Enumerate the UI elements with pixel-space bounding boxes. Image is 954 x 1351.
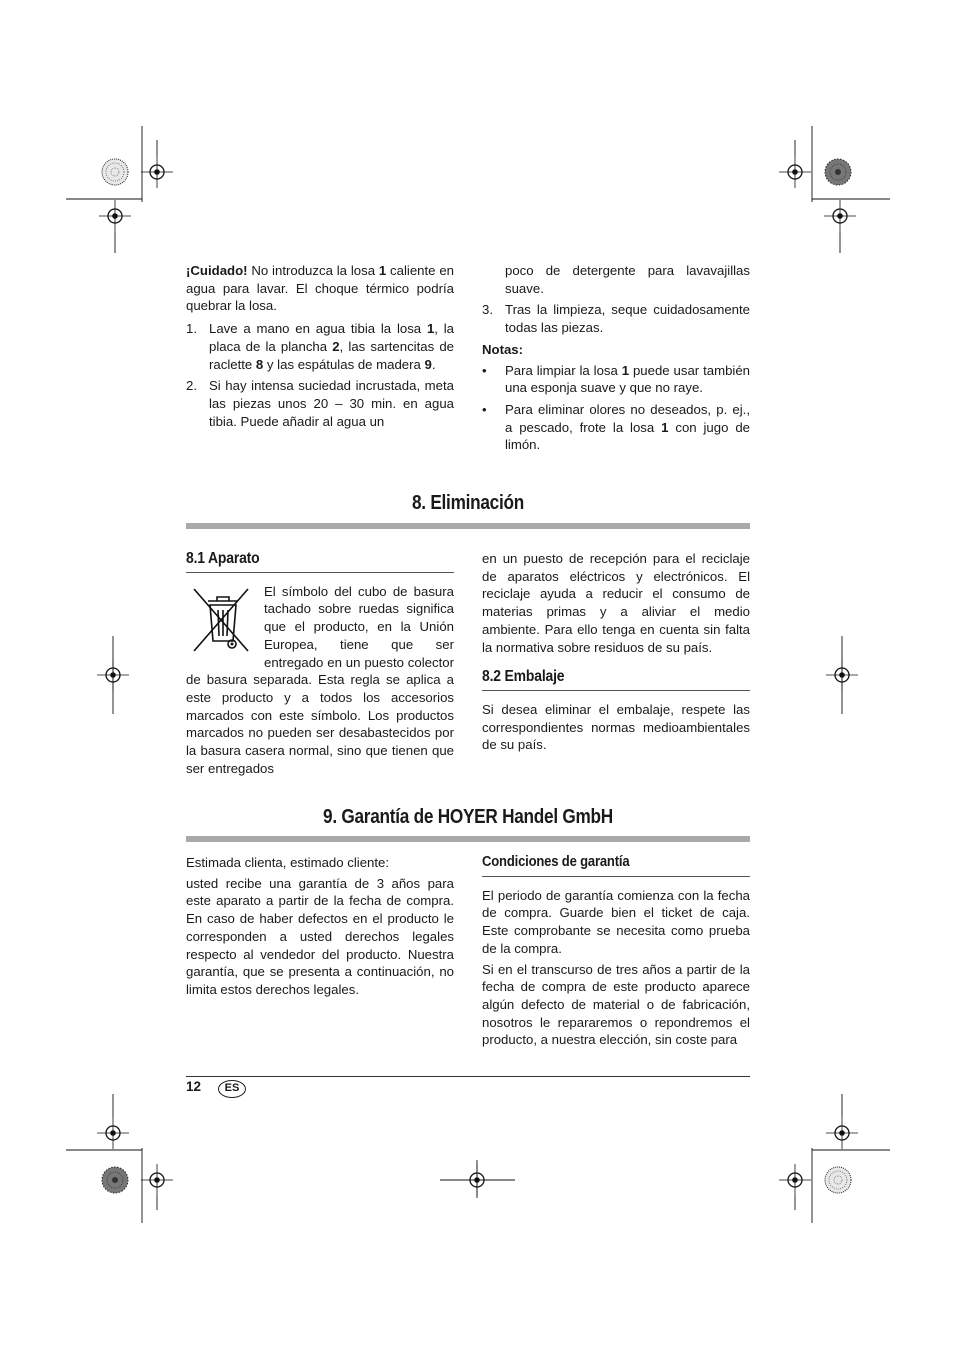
list-item: • Para limpiar la losa 1 puede usar también una esponja suave y que no raye. — [482, 362, 751, 396]
subsection-8-1-text: El símbolo del cubo de basura tachado sobre ruedas significa que el producto, en la Unión Europea, tiene que ser entregado en un puesto colector de basura separada. Esta regla se aplica a este producto y a todos los accesorios marcados con este símbolo. Los productos marcados no pueden ser desabastecidos por la basura casera normal, sino que tienen que ser entregados — [186, 583, 454, 776]
footer-rule — [186, 1076, 750, 1077]
subsection-8-1-continuation: en un puesto de recepción para el reciclaje de aparatos eléctricos y electrónicos. El reciclaje ayuda a reducir el consumo de materias primas y a aliviar el medio ambiente. Para ello tenga en cuenta sin falta la normativa sobre residuos de su país. — [482, 551, 750, 655]
section-9-right-column — [482, 854, 750, 1052]
section-8-title: 8. Eliminación — [411, 492, 525, 514]
cleaning-steps-cont — [482, 301, 750, 336]
conditions-paragraph-2: Si en el transcurso de tres años a partir de la fecha de compra de este producto aparece algún defecto de material o de fabricación, nosotros le repararemos o repondremos el producto, a nuestra elección, sin coste para — [482, 961, 750, 1048]
cleaning-steps — [186, 320, 454, 430]
notes-label: Notas: — [482, 341, 524, 357]
conditions-header — [482, 854, 750, 877]
subsection-8-2-header — [482, 668, 750, 691]
list-item: 1. Lave a mano en agua tibia la losa 1, la placa de la plancha 2, las sartencitas de raclette 8 y las espátulas de madera 9. — [186, 321, 455, 372]
warning-paragraph: ¡Cuidado! No introduzca la losa 1 caliente en agua para lavar. El choque térmico podría quebrar la losa. — [186, 263, 454, 314]
section-8-rule — [186, 523, 750, 529]
cleaning-left-column — [186, 262, 454, 434]
subsection-8-2-text: Si desea eliminar el embalaje, respete las correspondientes normas medioambientales de su país. — [482, 701, 750, 753]
warranty-intro: usted recibe una garantía de 3 años para este aparato a partir de la fecha de compra. En caso de haber defectos en el producto le corresponden a usted derechos legales respecto al vendedor del producto. Nuestra garantía, que se presenta a continuación, no limita estos derechos legales. — [186, 875, 454, 997]
language-badge: ES — [218, 1080, 246, 1098]
notes-list — [482, 362, 750, 455]
section-9-rule — [186, 836, 750, 842]
crossed-out-bin-icon — [186, 583, 258, 657]
list-item: 3. Tras la limpieza, seque cuidadosamente todas las piezas. — [482, 302, 750, 336]
greeting: Estimada clienta, estimado cliente: — [186, 855, 390, 870]
step2-continuation: poco de detergente para lavavajillas suave. — [505, 263, 750, 296]
section-9-title: 9. Garantía de HOYER Handel GmbH — [323, 806, 613, 828]
section-9-left-column — [186, 854, 454, 1002]
subsection-8-2-title: 8.2 Embalaje — [482, 668, 565, 686]
conditions-paragraph-1: El periodo de garantía comienza con la fecha de compra. Guarde bien el ticket de caja. Este comprobante se necesita como prueba de la compra. — [482, 887, 750, 956]
section-8-left-column — [186, 550, 454, 780]
page-number: 12 — [186, 1079, 202, 1094]
section-8-right-column — [482, 550, 750, 757]
list-item: 2. Si hay intensa suciedad incrustada, meta las piezas unos 20 – 30 min. en agua tibia. Puede añadir al agua un — [186, 378, 454, 429]
subsection-8-1-header — [186, 550, 454, 573]
list-item: • Para eliminar olores no deseados, p. ej., a pescado, frote la losa 1 con jugo de limón. — [482, 401, 750, 453]
cleaning-right-column — [482, 262, 750, 458]
subsection-8-1-title: 8.1 Aparato — [186, 550, 260, 567]
conditions-title: Condiciones de garantía — [482, 854, 630, 870]
warning-label: ¡Cuidado! — [186, 263, 248, 278]
